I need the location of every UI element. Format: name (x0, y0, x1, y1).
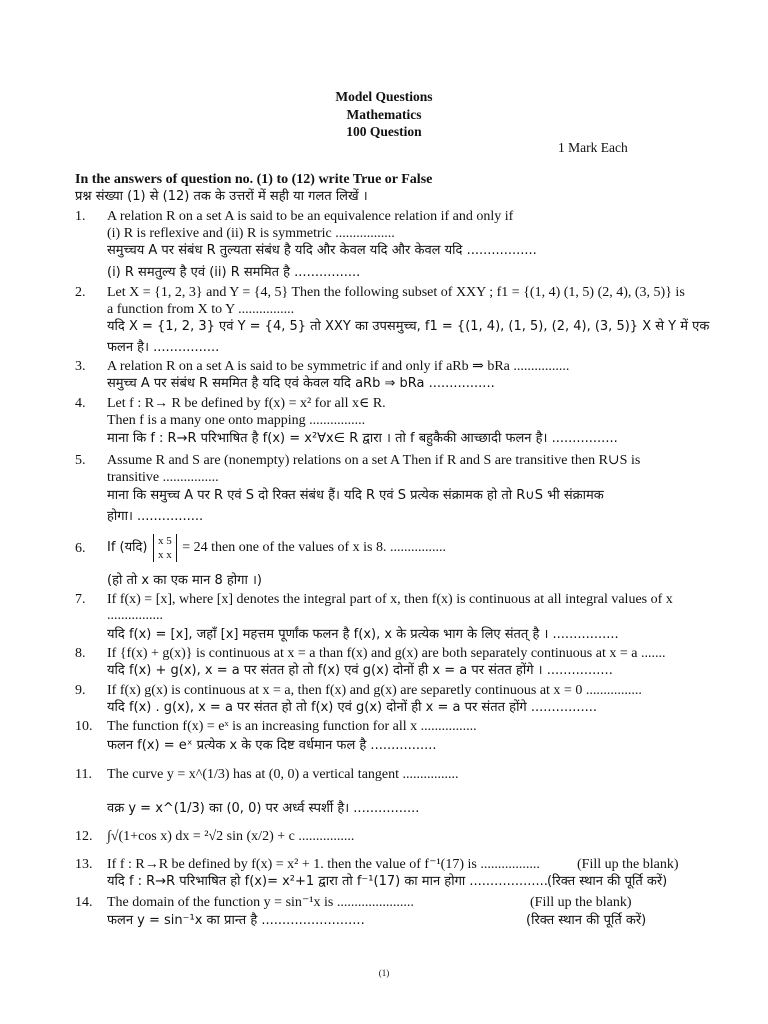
question-text-hindi: समुच्च A पर संबंध R सममित है यदि एवं केवल यदि aRb ⇒ bRa ................ (107, 376, 495, 391)
question-text-hindi: वक्र y = x^(1/3) का (0, 0) पर अर्ध्व स्पर्शी है। ................ (107, 801, 420, 816)
determinant (153, 534, 177, 562)
answer-type-tag-hindi: (रिक्त स्थान की पूर्ति करें) (547, 874, 668, 889)
marks-note: 1 Mark Each (558, 140, 628, 155)
question-text-hindi: माना कि समुच्च A पर R एवं S दो रिक्त संबंध हैं। यदि R एवं S प्रत्येक संक्रामक हो तो R∪S भी संक्रामक (107, 488, 604, 503)
determinant-row: x 5 (158, 535, 172, 547)
question-number: 3. (75, 359, 86, 374)
question-text: Then f is a many one onto mapping ................ (107, 413, 366, 428)
question-number: 11. (75, 767, 92, 782)
question-text: A relation R on a set A is said to be an equivalence relation if and only if (107, 209, 514, 224)
question-text-hindi: होगा। ................ (107, 509, 204, 524)
question-number: 5. (75, 453, 86, 468)
instruction-hindi: प्रश्न संख्या (1) से (12) तक के उत्तरों में सही या गलत लिखें । (75, 189, 368, 204)
page-number: (1) (378, 968, 390, 978)
question-text: Let f : R→ R be defined by f(x) = x² for all x∈ R. (107, 396, 386, 411)
question-text-hindi: यदि f : R→R परिभाषित हो f(x)= x²+1 द्वारा तो f⁻¹(17) का मान होगा ................... (107, 874, 548, 889)
question-text: If f(x) = [x], where [x] denotes the integral part of x, then f(x) is continuous at all integral values of x (107, 592, 673, 607)
question-text-hindi: फलन है। ................ (107, 340, 220, 355)
question-text: If f : R→R be defined by f(x) = x² + 1. then the value of f⁻¹(17) is ................. (107, 857, 540, 872)
determinant-row: x x (158, 549, 172, 561)
question-text: A relation R on a set A is said to be symmetric if and only if aRb ⇒ bRa ................ (107, 359, 570, 374)
answer-type-tag-hindi: (रिक्त स्थान की पूर्ति करें) (526, 913, 647, 928)
question-text: The function f(x) = eˣ is an increasing function for all x ................ (107, 719, 477, 734)
question-text: transitive ................ (107, 470, 219, 485)
question-text-hindi: यदि f(x) = [x], जहाँ [x] महत्तम पूर्णांक फलन है f(x), x के प्रत्येक भाग के लिए संतत् है । ................ (107, 627, 619, 642)
question-number: 13. (75, 857, 93, 872)
question-number: 10. (75, 719, 93, 734)
answer-type-tag: (Fill up the blank) (530, 895, 632, 910)
question-text-hindi: समुच्चय A पर संबंध R तुल्यता संबंध है यदि और केवल यदि और केवल यदि ................. (107, 243, 537, 258)
question-number: 2. (75, 285, 86, 300)
question-text-hindi: यदि X = {1, 2, 3} एवं Y = {4, 5} तो XXY का उपसमुच्च, f1 = {(1, 4), (1, 5), (2, 4), (3, 5)} X से Y में एक (107, 319, 710, 334)
question-number: 12. (75, 829, 93, 844)
question-text-hindi: फलन y = sin⁻¹x का प्रान्त है ......................... (107, 913, 365, 928)
question-prefix: If (यदि) (107, 540, 148, 556)
question-text-hindi: यदि f(x) . g(x), x = a पर संतत हो तो f(x) एवं g(x) दोनों ही x = a पर संतत होंगे ................ (107, 700, 598, 715)
question-text: If f(x) g(x) is continuous at x = a, then f(x) and g(x) are separetly continuous at x = 0 ................ (107, 683, 642, 698)
question-text-hindi: (i) R समतुल्य है एवं (ii) R सममित है ................ (107, 265, 361, 280)
question-number: 6. (75, 541, 86, 556)
question-text-hindi: फलन f(x) = eˣ प्रत्येक x के एक दिष्ट वर्धमान फल है ................ (107, 738, 437, 753)
answer-type-tag: (Fill up the blank) (577, 857, 679, 872)
question-text: Let X = {1, 2, 3} and Y = {4, 5} Then the following subset of XXY ; f1 = {(1, 4) (1, 5) (2, 4), (3, 5)} is (107, 285, 685, 300)
question-text: (i) R is reflexive and (ii) R is symmetric ................. (107, 226, 395, 241)
question-text: The curve y = x^(1/3) has at (0, 0) a vertical tangent ................ (107, 767, 459, 782)
question-number: 9. (75, 683, 86, 698)
instruction-english: In the answers of question no. (1) to (12) write True or False (75, 172, 433, 187)
question-number: 14. (75, 895, 93, 910)
question-text: ................ (107, 608, 163, 623)
question-text-hindi: माना कि f : R→R परिभाषित है f(x) = x²∀x∈ R द्वारा । तो f बहुकैकी आच्छादी फलन है। ................ (107, 431, 618, 446)
question-number: 1. (75, 209, 86, 224)
question-number: 7. (75, 592, 86, 607)
question-text-hindi: (हो तो x का एक मान 8 होगा ।) (107, 573, 262, 588)
paper-subject: Mathematics (346, 107, 422, 122)
question-number: 8. (75, 646, 86, 661)
question-text: Assume R and S are (nonempty) relations on a set A Then if R and S are transitive then R∪S is (107, 453, 641, 468)
paper-title: Model Questions (335, 89, 433, 104)
question-text-hindi: यदि f(x) + g(x), x = a पर संतत हो तो f(x) एवं g(x) दोनों ही x = a पर संतत होंगे । ................ (107, 663, 613, 678)
question-text: If {f(x) + g(x)} is continuous at x = a than f(x) and g(x) are both separately continuous at x = a ....... (107, 646, 666, 661)
question-text: The domain of the function y = sin⁻¹x is ...................... (107, 895, 414, 910)
paper-question-count: 100 Question (346, 124, 422, 139)
question-text: ∫√(1+cos x) dx = ²√2 sin (x/2) + c ................ (107, 829, 355, 844)
question-text: = 24 then one of the values of x is 8. ................ (182, 540, 446, 556)
question-text: a function from X to Y ................ (107, 302, 295, 317)
question-number: 4. (75, 396, 86, 411)
